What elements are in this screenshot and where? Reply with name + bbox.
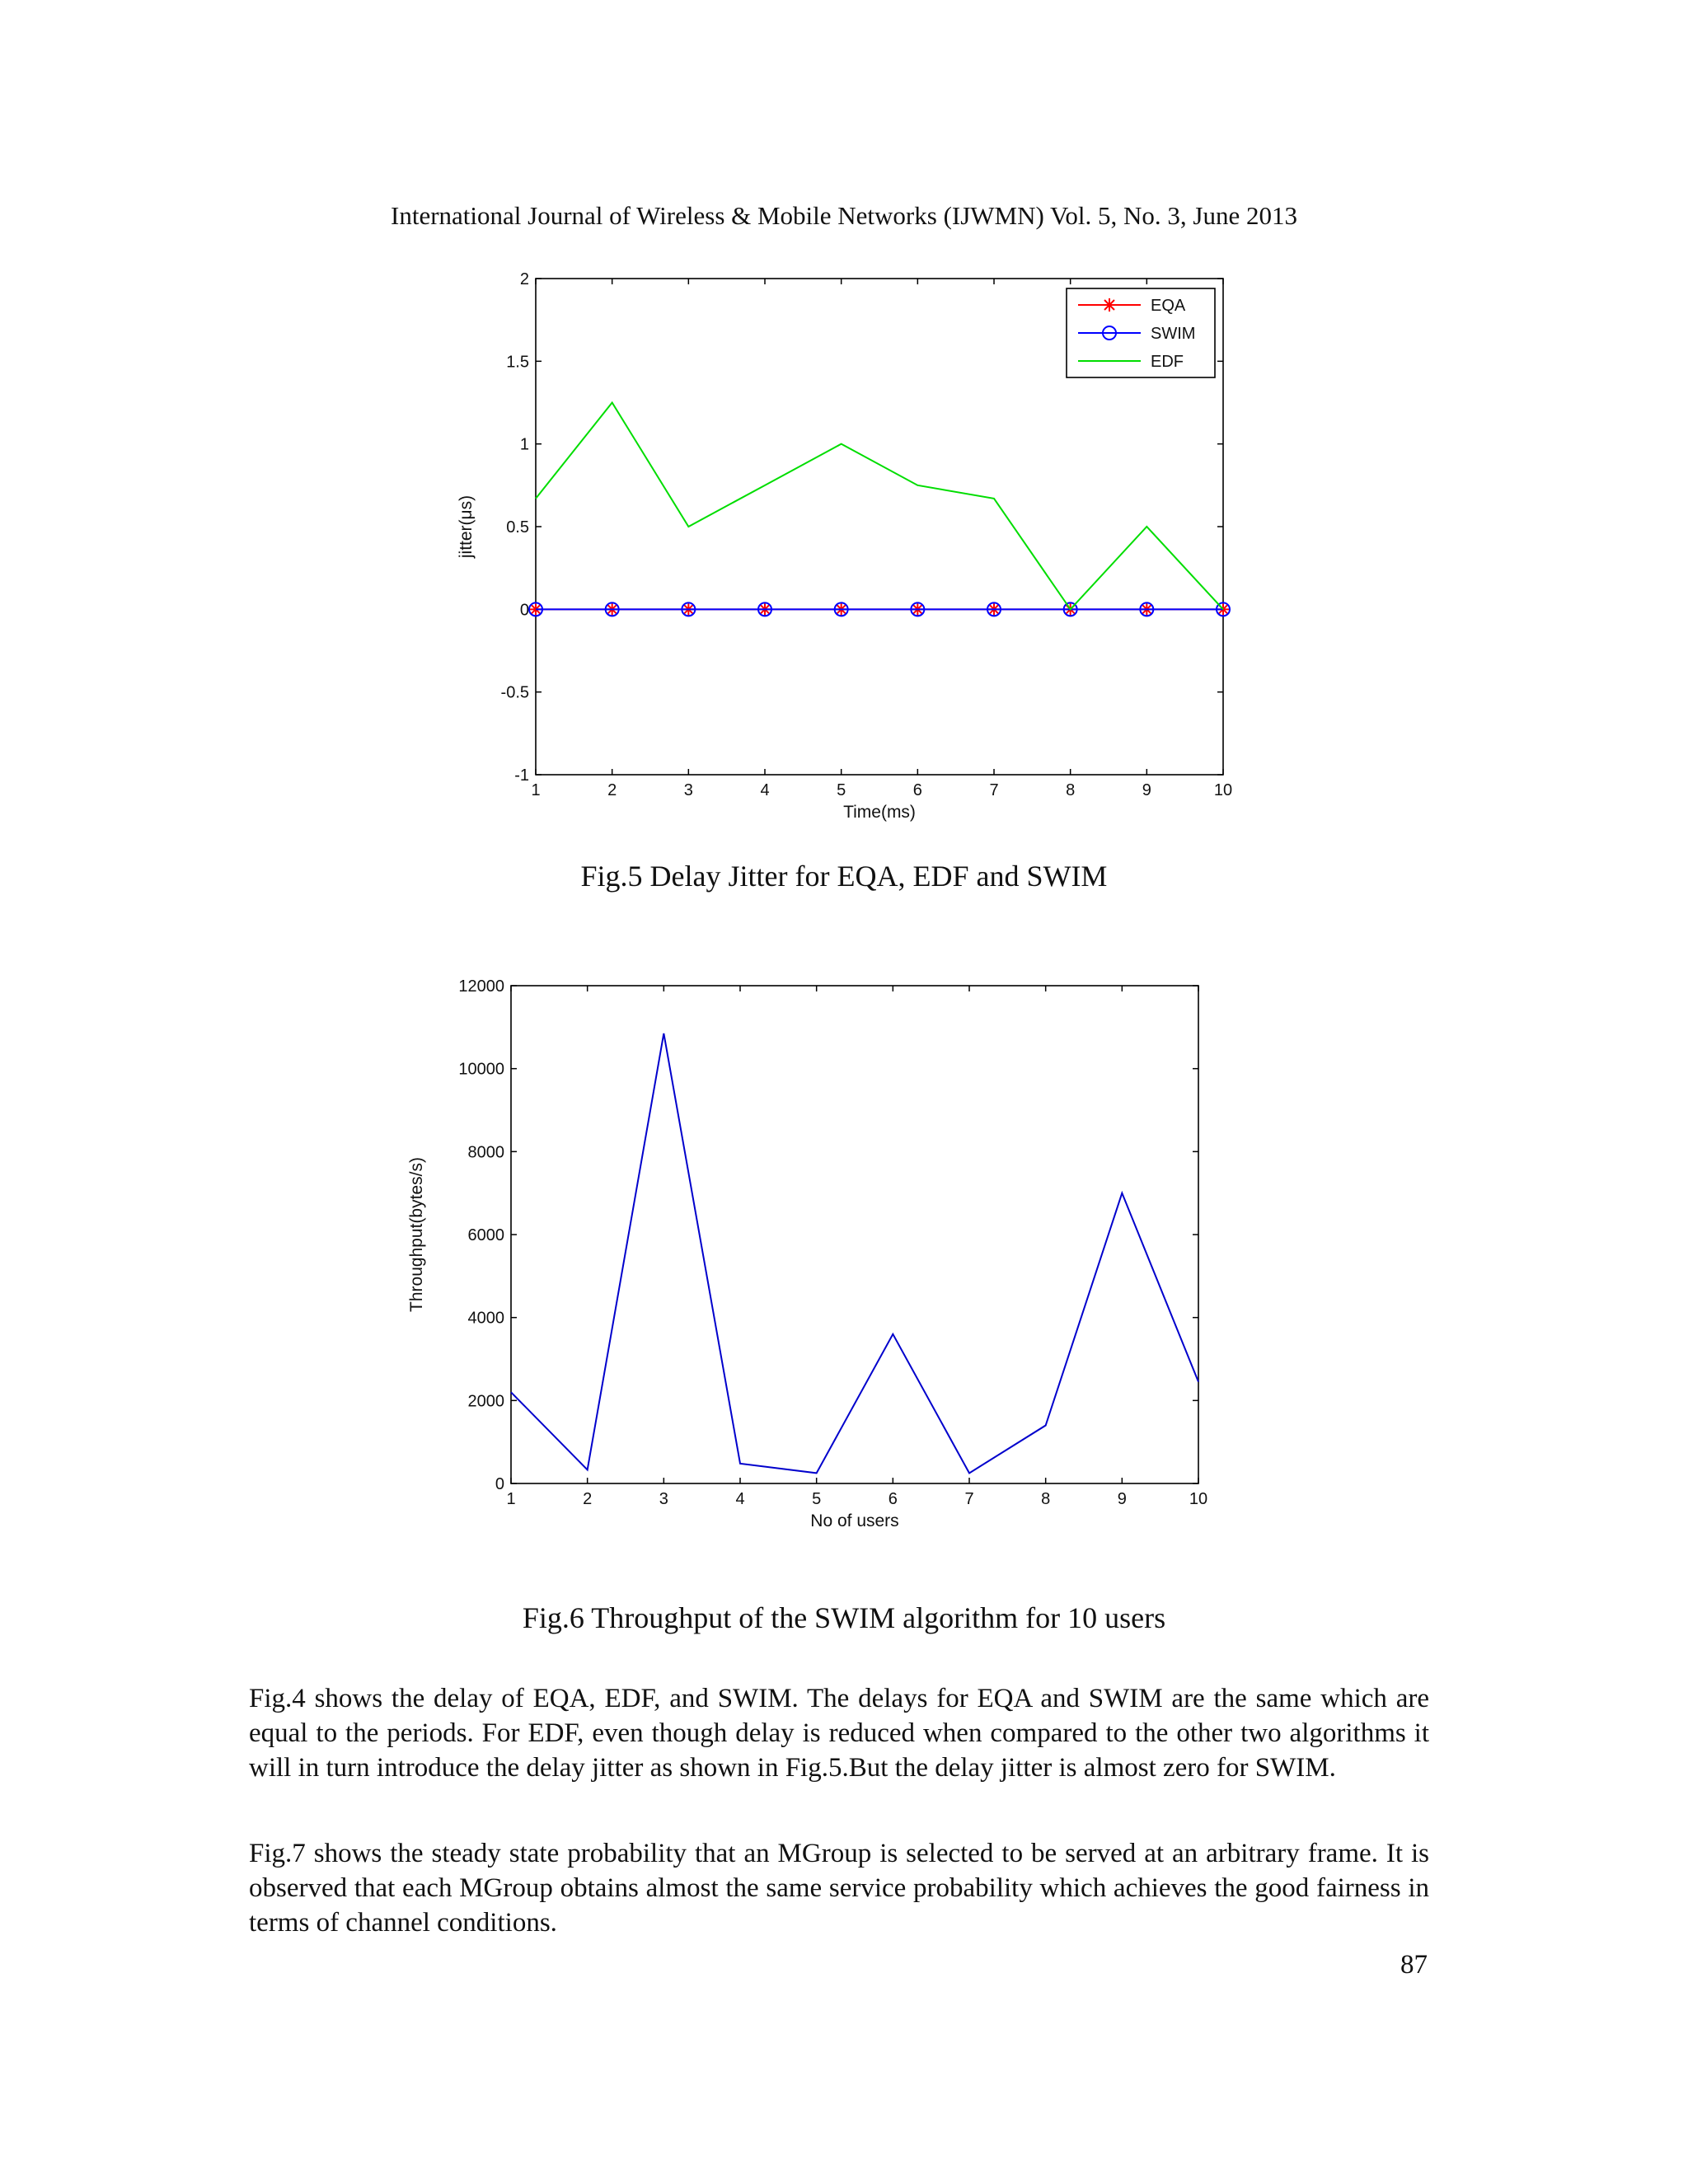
x-tick-label: 7 bbox=[989, 781, 999, 799]
y-tick-label: 1 bbox=[519, 435, 529, 454]
paragraph-2: Fig.7 shows the steady state probability that an MGroup is selected to be served at an arbitrary frame. It is observed that each MGroup obtains almost the same service probability which achieves the good fairness in terms of channel conditions. bbox=[249, 1839, 1429, 1938]
jitter-chart bbox=[457, 270, 1232, 822]
x-tick-label: 2 bbox=[607, 781, 617, 799]
x-tick-label: 6 bbox=[888, 1490, 898, 1508]
x-tick-label: 5 bbox=[812, 1490, 822, 1508]
x-tick-label: 5 bbox=[837, 781, 846, 799]
journal-header: International Journal of Wireless & Mobile Networks (IJWMN) Vol. 5, No. 3, June 2013 bbox=[391, 201, 1297, 230]
x-tick-label: 9 bbox=[1117, 1490, 1127, 1508]
legend-label-eqa: EQA bbox=[1151, 297, 1186, 315]
y-tick-label: 0.5 bbox=[506, 518, 529, 537]
y-tick-label: 0 bbox=[519, 601, 529, 620]
y-tick-label: -0.5 bbox=[500, 683, 529, 702]
y-tick-label: -1 bbox=[514, 766, 529, 785]
page-number: 87 bbox=[1400, 1950, 1428, 1980]
y-tick-label: 2000 bbox=[467, 1392, 504, 1411]
paragraph-1: Fig.4 shows the delay of EQA, EDF, and SWIM. The delays for EQA and SWIM are the same which are equal to the periods. For EDF, even though delay is reduced when compared to the other two algorithms it will in turn introduce the delay jitter as shown in Fig.5.But the delay jitter is almost zero for SWIM. bbox=[249, 1684, 1429, 1783]
plot-frame bbox=[511, 986, 1198, 1483]
x-tick-label: 3 bbox=[683, 781, 693, 799]
x-tick-label: 3 bbox=[659, 1490, 668, 1508]
x-tick-label: 1 bbox=[506, 1490, 516, 1508]
y-tick-label: 1.5 bbox=[506, 353, 529, 372]
legend-marker-eqa bbox=[1103, 298, 1116, 312]
x-tick-label: 4 bbox=[760, 781, 770, 799]
fig6-caption: Fig.6 Throughput of the SWIM algorithm for 10 users bbox=[522, 1601, 1166, 1634]
x-tick-label: 2 bbox=[583, 1490, 593, 1508]
y-tick-label: 6000 bbox=[467, 1226, 504, 1244]
legend-label-edf: EDF bbox=[1151, 353, 1184, 371]
series-line-edf bbox=[536, 403, 1223, 610]
series-line-0 bbox=[511, 1033, 1198, 1474]
x-tick-label: 10 bbox=[1189, 1490, 1208, 1508]
x-tick-label: 10 bbox=[1213, 781, 1233, 799]
y-tick-label: 8000 bbox=[467, 1143, 504, 1162]
x-axis-label: No of users bbox=[810, 1511, 899, 1530]
y-tick-label: 0 bbox=[495, 1475, 504, 1493]
y-tick-label: 10000 bbox=[458, 1060, 504, 1079]
legend-label-swim: SWIM bbox=[1151, 325, 1196, 343]
x-tick-label: 8 bbox=[1066, 781, 1076, 799]
y-tick-label: 4000 bbox=[467, 1309, 504, 1328]
fig5-caption: Fig.5 Delay Jitter for EQA, EDF and SWIM bbox=[580, 860, 1108, 893]
x-tick-label: 9 bbox=[1142, 781, 1151, 799]
throughput-chart bbox=[407, 977, 1207, 1530]
y-tick-label: 2 bbox=[519, 270, 529, 288]
y-tick-label: 12000 bbox=[458, 977, 504, 996]
x-tick-label: 6 bbox=[912, 781, 922, 799]
x-axis-label: Time(ms) bbox=[843, 803, 916, 822]
y-axis-label: Throughput(bytes/s) bbox=[407, 1157, 426, 1312]
x-tick-label: 8 bbox=[1041, 1490, 1051, 1508]
y-axis-label: jitter(μs) bbox=[457, 494, 476, 559]
x-tick-label: 7 bbox=[964, 1490, 974, 1508]
x-tick-label: 4 bbox=[735, 1490, 745, 1508]
x-tick-label: 1 bbox=[531, 781, 541, 799]
